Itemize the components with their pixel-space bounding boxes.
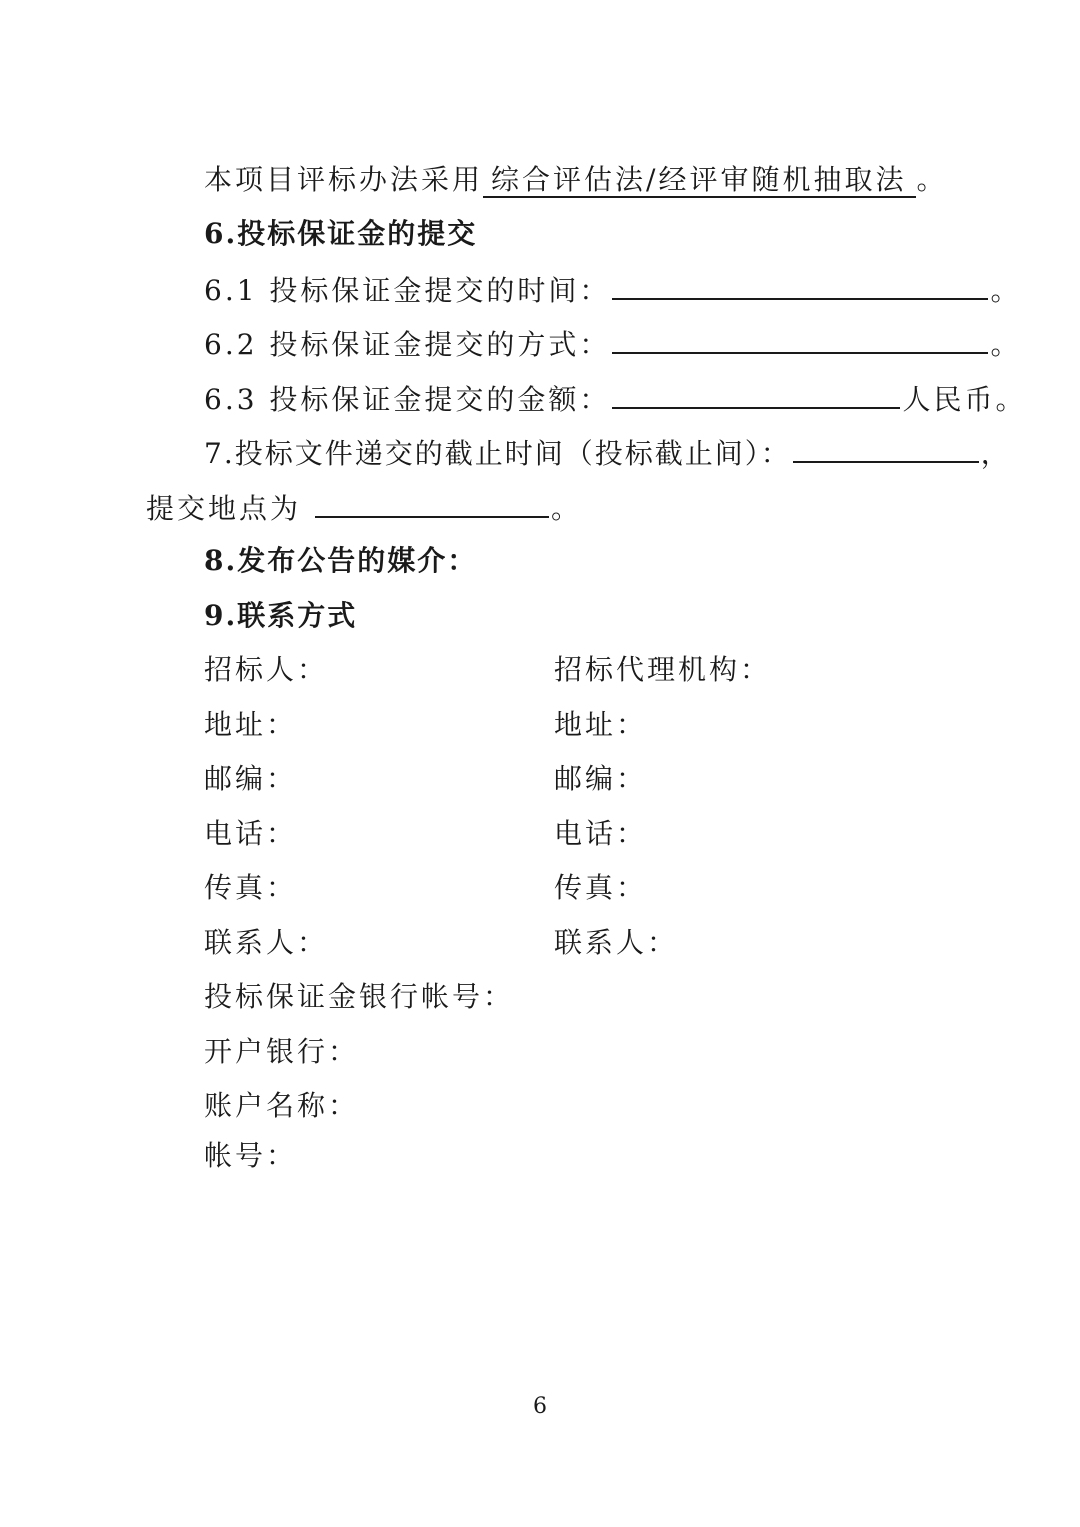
submission-deadline-comma: ， (980, 437, 1011, 470)
section-6-heading: 6.投标保证金的提交 (204, 217, 478, 250)
deposit-time-line (204, 272, 1021, 308)
agency-fax-label: 传真： (554, 871, 648, 904)
tenderer-label: 招标人： (204, 653, 329, 686)
evaluation-method-suffix: 。 (916, 163, 948, 196)
deposit-bank-account-label: 投标保证金银行帐号： (204, 980, 515, 1013)
agency-contact-label: 联系人： (554, 926, 679, 959)
agency-postcode-label: 邮编： (554, 762, 648, 795)
tenderer-address-label: 地址： (204, 708, 298, 741)
tenderer-contact-label: 联系人： (204, 926, 329, 959)
tenderer-phone-label: 电话： (204, 817, 298, 850)
account-number-label: 帐号： (204, 1139, 298, 1172)
deposit-amount-suffix: 人民币。 (902, 383, 1027, 416)
tenderer-postcode-label: 邮编： (204, 762, 298, 795)
deposit-amount-line (204, 381, 1026, 417)
deposit-time-blank[interactable] (612, 272, 988, 300)
evaluation-method-line (204, 163, 947, 197)
submission-place-blank[interactable] (315, 490, 549, 518)
deposit-method-line (204, 326, 1021, 362)
agency-phone-label: 电话： (554, 817, 648, 850)
page-number: 6 (533, 1394, 547, 1419)
evaluation-method-prefix: 本项目评标办法采用 (204, 163, 484, 196)
submission-deadline-label: 7.投标文件递交的截止时间（投标截止间）： (204, 437, 791, 470)
section-9-heading: 9.联系方式 (204, 599, 358, 632)
deposit-method-label: 6.2 投标保证金提交的方式： (204, 328, 611, 361)
account-name-label: 账户名称： (204, 1089, 360, 1122)
deposit-time-label: 6.1 投标保证金提交的时间： (204, 274, 611, 307)
submission-deadline-line (204, 435, 1011, 471)
deposit-amount-label: 6.3 投标保证金提交的金额： (204, 383, 611, 416)
tenderer-fax-label: 传真： (204, 871, 298, 904)
deposit-amount-blank[interactable] (612, 381, 900, 409)
deposit-time-suffix: 。 (990, 274, 1022, 307)
evaluation-method-value: 综合评估法/经评审随机抽取法 (483, 163, 916, 198)
section-8-heading: 8.发布公告的媒介： (204, 544, 478, 577)
submission-place-label: 提交地点为 (146, 492, 302, 525)
agency-address-label: 地址： (554, 708, 648, 741)
deposit-method-blank[interactable] (612, 326, 988, 354)
agency-label: 招标代理机构： (554, 653, 772, 686)
submission-place-line (146, 490, 582, 526)
deposit-method-suffix: 。 (990, 328, 1022, 361)
submission-deadline-blank[interactable] (793, 435, 979, 463)
opening-bank-label: 开户银行： (204, 1035, 360, 1068)
submission-place-suffix: 。 (551, 492, 583, 525)
